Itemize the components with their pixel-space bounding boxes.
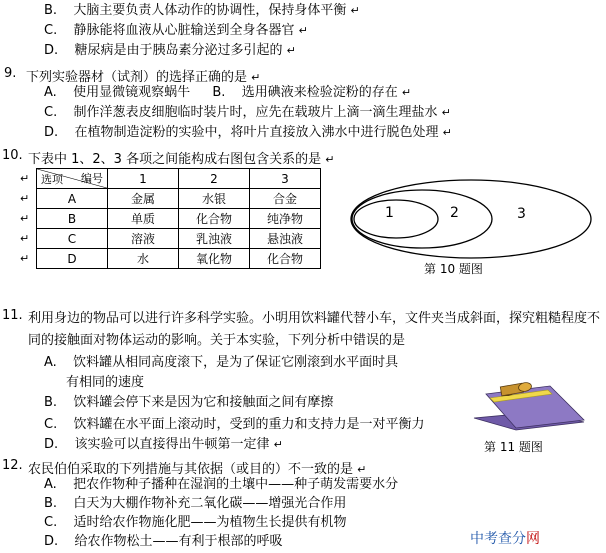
table-cell: 溶液 [108,229,179,249]
option-row [44,44,296,57]
row-option-label: B [37,209,108,229]
option-label: B. [212,85,226,100]
option-text: 静脉能将血液从心脏输送到全身各器官 [73,23,295,38]
option-text: 制作洋葱表皮细胞临时装片时，应先在载玻片上滴一滴生理盐水 [73,105,438,120]
table-row [37,189,321,209]
table-col-header: 2 [179,169,250,189]
venn-label-3: 3 [517,206,526,222]
option-label: B. [44,395,58,410]
option-label: C. [44,105,58,120]
venn-label-2: 2 [450,205,459,221]
option-text: 选用碘液来检验淀粉的存在 [241,85,398,100]
table-cell: 水银 [179,189,250,209]
option-label: A. [44,355,57,370]
option-label: D. [44,534,59,549]
option-text: 该实验可以直接得出牛顿第一定律 [74,437,270,452]
return-mark: ↵ [401,86,412,99]
question-9-stem: 下列实验器材（试剂）的选择正确的是 ↵ [26,70,261,85]
option-text: 白天为大棚作物补充二氧化碳——增强光合作用 [73,496,347,511]
option-text: 饮料罐从相同高度滚下，是为了保证它刚滚到水平面时具 [73,355,399,370]
option-text: 把农作物种子播种在湿润的土壤中——种子萌发需要水分 [73,477,399,492]
option-text: 饮料罐会停下来是因为它和接触面之间有摩擦 [73,395,334,410]
return-mark: ↵ [325,153,335,166]
option-label: A. [44,85,57,100]
option-row [44,4,360,17]
table-header-row [37,169,321,189]
option-row [44,126,452,139]
return-mark: ↵ [20,192,30,205]
return-mark: ↵ [20,172,30,185]
return-mark: ↵ [251,71,261,84]
table-cell: 悬浊液 [250,229,321,249]
question-10-table [36,168,321,269]
question-9-number: 9. [4,66,17,81]
option-text: 使用显微镜观察蜗牛 [73,85,191,100]
option-text: 糖尿病是由于胰岛素分泌过多引起的 [74,43,283,58]
table-cell: 氧化物 [179,249,250,269]
option-row [44,438,283,451]
option-label: C. [44,417,58,432]
option-row [44,396,333,409]
option-row [44,535,282,548]
table-cell: 乳浊液 [179,229,250,249]
inclined-plane-figure [468,372,586,432]
option-text: 有相同的速度 [66,375,145,390]
return-mark: ↵ [286,44,296,57]
return-mark: ↵ [350,4,360,17]
option-row [44,106,451,119]
option-label: A. [44,477,57,492]
option-text: 适时给农作物施化肥——为植物生长提供有机物 [73,515,347,530]
return-mark: ↵ [357,463,367,476]
option-text: 大脑主要负责人体动作的协调性，保持身体平衡 [73,3,347,18]
question-11-figure-caption: 第 11 题图 [484,440,543,454]
venn-label-1: 1 [385,205,394,221]
watermark-prefix: 中考查分 [470,531,526,547]
option-text: 饮料罐在水平面上滚动时，受到的重力和支持力是一对平衡力 [73,417,425,432]
option-row [44,86,411,99]
return-mark: ↵ [298,24,308,37]
question-11-number: 11. [2,308,23,323]
return-mark: ↵ [20,252,30,265]
table-cell: 水 [108,249,179,269]
option-label: D. [44,125,59,140]
table-corner-top-label: 编号 [81,172,103,185]
option-row-continuation [66,376,144,389]
table-cell: 化合物 [250,249,321,269]
table-cell: 单质 [108,209,179,229]
row-option-label: D [37,249,108,269]
return-mark: ↵ [273,438,283,451]
option-row [44,24,308,37]
option-label: C. [44,23,58,38]
table-cell: 纯净物 [250,209,321,229]
question-12-number: 12. [2,458,23,473]
row-option-label: A [37,189,108,209]
question-10-stem: 下表中 1、2、3 各项之间能构成右图包含关系的是 ↵ [28,152,335,167]
table-col-header: 1 [108,169,179,189]
option-row [44,497,346,510]
option-label: B. [44,496,58,511]
question-12-stem: 农民伯伯采取的下列措施与其依据（或目的）不一致的是 ↵ [28,462,367,477]
table-corner-bottom-label: 选项 [41,173,63,186]
watermark-suffix: 网 [526,531,540,547]
table-row [37,249,321,269]
option-label: D. [44,43,59,58]
table-cell: 合金 [250,189,321,209]
option-label: C. [44,515,58,530]
option-row [44,356,398,369]
table-cell: 金属 [108,189,179,209]
option-label: D. [44,437,59,452]
return-mark: ↵ [442,126,452,139]
option-row [44,516,347,529]
return-mark: ↵ [20,212,30,225]
return-mark: ↵ [441,106,451,119]
option-row [44,478,398,491]
option-text: 在植物制造淀粉的实验中，将叶片直接放入沸水中进行脱色处理 [74,125,439,140]
option-row [44,418,425,431]
option-text: 给农作物松土——有利于根部的呼吸 [74,534,283,549]
return-mark: ↵ [20,232,30,245]
table-row [37,209,321,229]
table-cell: 化合物 [179,209,250,229]
table-corner-cell [37,169,108,189]
table-col-header: 3 [250,169,321,189]
question-10-figure-caption: 第 10 题图 [424,262,483,276]
table-row [37,229,321,249]
question-10-number: 10. [2,148,23,163]
question-11-stem: 利用身边的物品可以进行许多科学实验。小明用饮料罐代替小车，文件夹当成斜面，探究粗糙程度不同的接触面对物体运动的影响。关于本实验，下列分析中错误的是 [28,311,601,348]
option-label: B. [44,3,58,18]
row-option-label: C [37,229,108,249]
site-watermark [470,528,540,548]
